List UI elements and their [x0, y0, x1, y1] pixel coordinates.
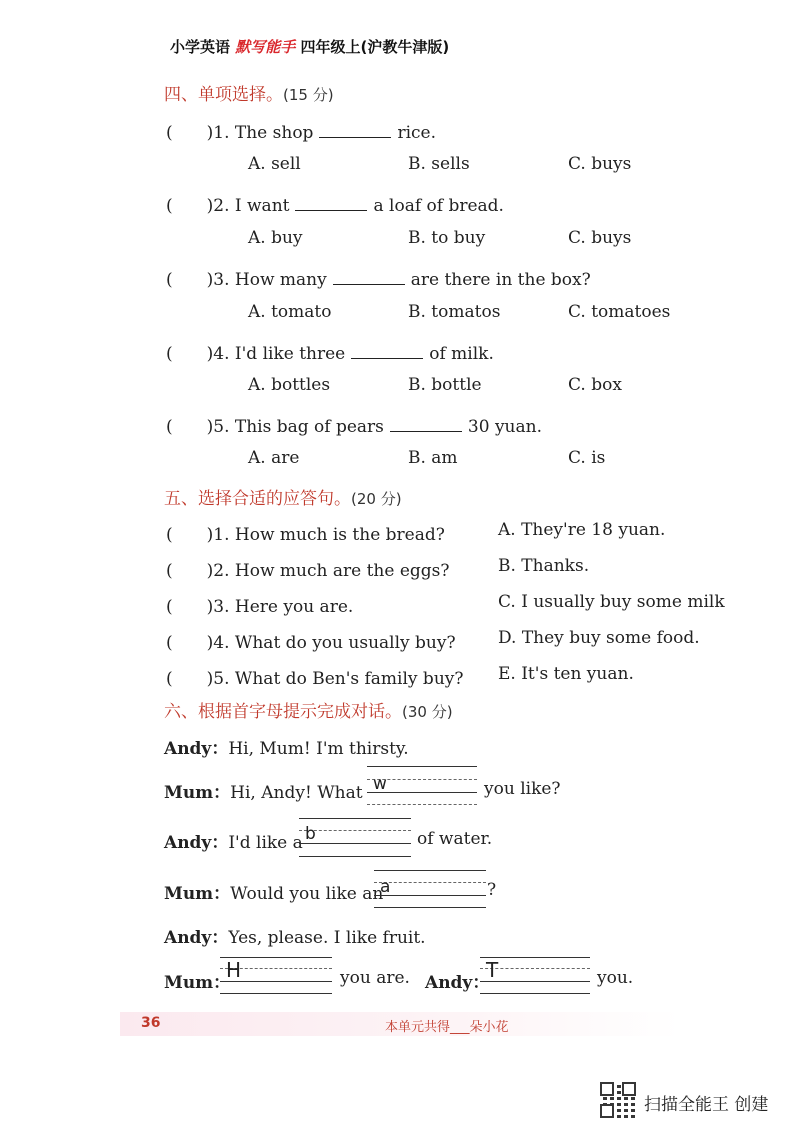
option-a: A. are [248, 448, 300, 468]
question-text-end: are there in the box? [410, 270, 591, 290]
match-question-2: ( )2. How much are the eggs? [166, 561, 450, 581]
question-text: I'd like three [234, 344, 346, 364]
option-a: A. sell [248, 154, 301, 174]
answer-blank[interactable] [351, 344, 423, 359]
option-a: A. bottles [248, 375, 331, 395]
dialogue-text: Hi, Mum! I'm thirsty. [228, 739, 409, 759]
section-score: (20 分) [351, 490, 402, 508]
dialogue-text: you are. [340, 968, 410, 988]
speaker-andy: Andy： [164, 739, 229, 759]
answer-blank[interactable] [295, 196, 367, 211]
dialogue-text-end: you. [597, 968, 634, 988]
dialogue-line-4 [164, 879, 383, 904]
dialogue-text: Hi, Andy! What [230, 783, 363, 803]
section-5-title [164, 484, 402, 509]
match-answer-c: C. I usually buy some milk [498, 592, 725, 612]
footer-flower-count: 本单元共得___朵小花 [385, 1020, 509, 1035]
question-text-end: a loaf of bread. [373, 196, 504, 216]
writing-blank-t[interactable] [480, 957, 590, 995]
speaker-mum: Mum： [164, 973, 231, 993]
writing-blank-b[interactable] [299, 818, 411, 858]
hint-letter: a [380, 877, 391, 897]
speaker-andy: Andy： [164, 833, 229, 853]
speaker-andy: Andy： [425, 973, 490, 993]
option-b: B. tomatos [408, 302, 501, 322]
dialogue-line-3 [164, 828, 303, 853]
match-answer-b: B. Thanks. [498, 556, 590, 576]
option-a: A. tomato [248, 302, 332, 322]
option-c: C. tomatoes [568, 302, 671, 322]
question-text: How many [234, 270, 327, 290]
question-text: The shop [234, 123, 314, 143]
writing-blank-a[interactable] [374, 870, 486, 910]
mc-question-2 [166, 191, 504, 216]
section-score: (30 分) [402, 703, 453, 721]
qr-code-icon [600, 1082, 636, 1118]
answer-blank[interactable] [319, 123, 391, 138]
answer-blank[interactable] [390, 417, 462, 432]
dialogue-line-5 [164, 923, 426, 948]
dialogue-text-end: you like? [484, 779, 561, 799]
option-b: B. to buy [408, 228, 486, 248]
option-c: C. is [568, 448, 606, 468]
match-answer-a: A. They're 18 yuan. [498, 520, 666, 540]
match-answer-d: D. They buy some food. [498, 628, 700, 648]
page-header [170, 36, 449, 57]
dialogue-line-1 [164, 734, 409, 759]
match-question-4: ( )4. What do you usually buy? [166, 633, 456, 653]
question-text-end: rice. [397, 123, 436, 143]
match-question-5: ( )5. What do Ben's family buy? [166, 669, 464, 689]
dialogue-line-2 [164, 778, 363, 803]
question-text: I want [234, 196, 290, 216]
writing-blank-h[interactable] [220, 957, 332, 995]
header-series: 默写能手 [235, 38, 296, 56]
option-c: C. buys [568, 154, 632, 174]
match-question-3: ( )3. Here you are. [166, 597, 354, 617]
question-text: This bag of pears [234, 417, 384, 437]
hint-letter: w [373, 774, 387, 794]
option-b: B. am [408, 448, 458, 468]
section-6-title [164, 697, 453, 722]
option-c: C. buys [568, 228, 632, 248]
dialogue-text: Yes, please. I like fruit. [228, 928, 426, 948]
question-number: ( )4. [166, 344, 230, 364]
option-c: C. box [568, 375, 622, 395]
dialogue-text-end: ? [487, 880, 497, 900]
dialogue-text: Would you like an [230, 884, 384, 904]
mc-question-4 [166, 339, 494, 364]
header-subject: 小学英语 [170, 38, 231, 56]
speaker-mum: Mum： [164, 783, 231, 803]
header-grade: 四年级上(沪教牛津版) [300, 38, 450, 56]
section-title-text: 四、单项选择。 [164, 85, 283, 105]
question-number: ( )2. [166, 196, 230, 216]
question-text-end: of milk. [429, 344, 494, 364]
scanner-watermark: 扫描全能王 创建 [644, 1095, 769, 1115]
option-b: B. sells [408, 154, 470, 174]
section-title-text: 五、选择合适的应答句。 [164, 489, 351, 509]
dialogue-text-end: of water. [417, 829, 493, 849]
hint-letter: H [226, 958, 242, 982]
match-answer-e: E. It's ten yuan. [498, 664, 634, 684]
match-question-1: ( )1. How much is the bread? [166, 525, 445, 545]
question-text-end: 30 yuan. [467, 417, 542, 437]
question-number: ( )1. [166, 123, 230, 143]
section-score: (15 分) [283, 86, 334, 104]
speaker-mum: Mum： [164, 884, 231, 904]
section-title-text: 六、根据首字母提示完成对话。 [164, 702, 402, 722]
mc-question-5 [166, 412, 542, 437]
section-4-title [164, 80, 334, 105]
mc-question-3 [166, 265, 591, 290]
speaker-andy: Andy： [164, 928, 229, 948]
mc-question-1 [166, 118, 436, 143]
page-number: 36 [141, 1015, 161, 1031]
dialogue-text: I'd like a [228, 833, 303, 853]
option-a: A. buy [248, 228, 303, 248]
writing-blank-w[interactable] [367, 766, 477, 806]
answer-blank[interactable] [333, 270, 405, 285]
question-number: ( )3. [166, 270, 230, 290]
question-number: ( )5. [166, 417, 230, 437]
hint-letter: T [486, 958, 499, 982]
option-b: B. bottle [408, 375, 482, 395]
hint-letter: b [305, 824, 316, 844]
